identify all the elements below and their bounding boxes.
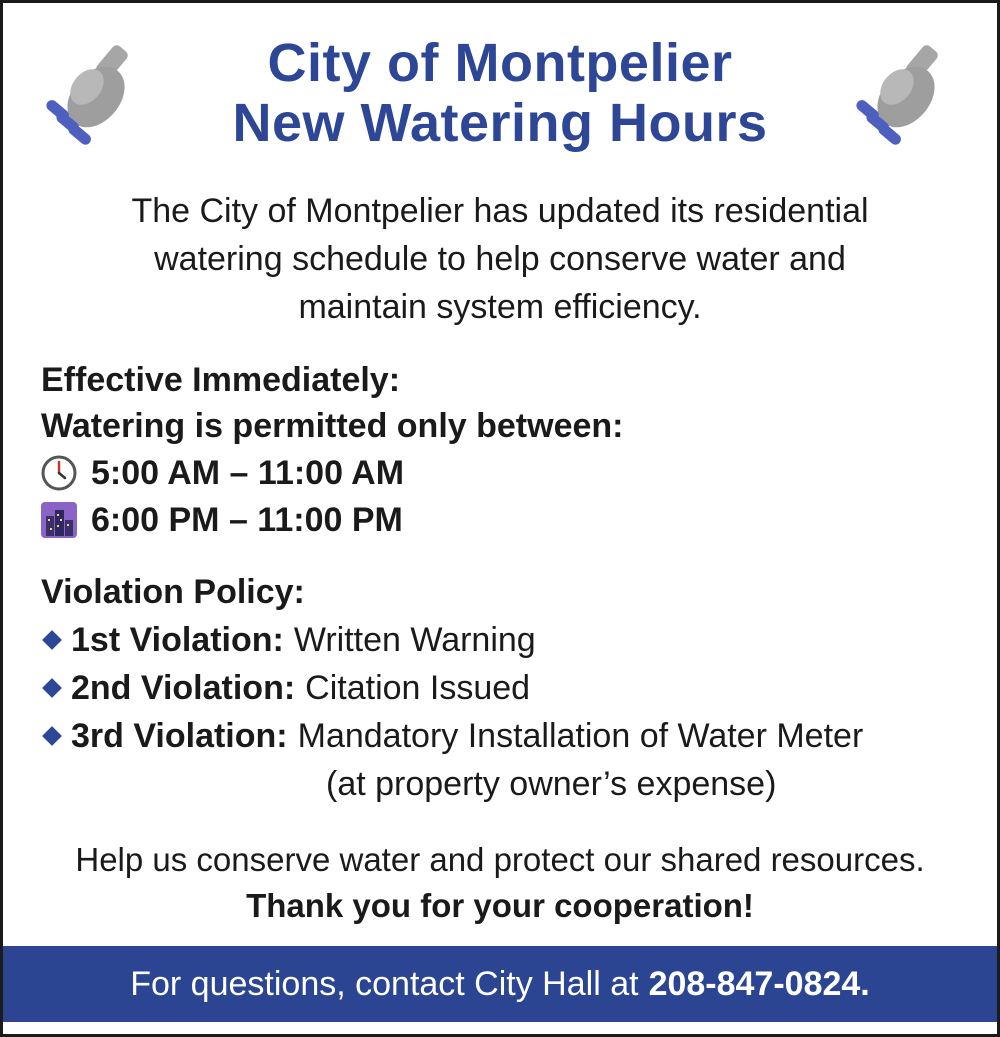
effective-heading: Effective Immediately: bbox=[41, 361, 401, 399]
violation-item bbox=[41, 617, 536, 663]
phone-number: 208-847-0824. bbox=[648, 964, 870, 1003]
violation-label: 3rd Violation: bbox=[71, 717, 288, 755]
morning-time-slot bbox=[41, 450, 404, 496]
clock-icon bbox=[41, 455, 77, 491]
footer-text: For questions, contact City Hall at bbox=[130, 964, 639, 1003]
permitted-heading: Watering is permitted only between: bbox=[41, 407, 624, 445]
violation-text-continuation: (at property owner’s expense) bbox=[326, 765, 777, 803]
diamond-bullet-icon bbox=[42, 630, 62, 650]
violation-item bbox=[41, 713, 863, 759]
intro-line-2: watering schedule to help conserve water and bbox=[154, 240, 846, 278]
night-city-icon bbox=[41, 502, 77, 538]
thank-you-line: Thank you for your cooperation! bbox=[246, 887, 754, 924]
diamond-bullet-icon bbox=[42, 678, 62, 698]
page-title bbox=[3, 33, 997, 153]
morning-time: 5:00 AM – 11:00 AM bbox=[91, 454, 405, 492]
title-line-1: City of Montpelier bbox=[267, 33, 733, 93]
intro-line-3: maintain system efficiency. bbox=[298, 288, 702, 326]
violation-label: 2nd Violation: bbox=[71, 669, 296, 707]
violation-item bbox=[41, 665, 530, 711]
violation-text: Citation Issued bbox=[305, 669, 531, 707]
closing-line: Help us conserve water and protect our shared resources. bbox=[75, 841, 925, 878]
violation-text: Mandatory Installation of Water Meter bbox=[297, 717, 864, 755]
violation-text: Written Warning bbox=[293, 621, 536, 659]
title-line-2: New Watering Hours bbox=[232, 93, 768, 153]
violation-policy-heading: Violation Policy: bbox=[41, 573, 305, 611]
intro-paragraph bbox=[63, 187, 937, 331]
contact-footer bbox=[3, 946, 997, 1022]
violation-label: 1st Violation: bbox=[71, 621, 284, 659]
intro-line-1: The City of Montpelier has updated its residential bbox=[131, 192, 869, 230]
evening-time: 6:00 PM – 11:00 PM bbox=[91, 501, 403, 539]
diamond-bullet-icon bbox=[42, 726, 62, 746]
evening-time-slot bbox=[41, 497, 403, 543]
